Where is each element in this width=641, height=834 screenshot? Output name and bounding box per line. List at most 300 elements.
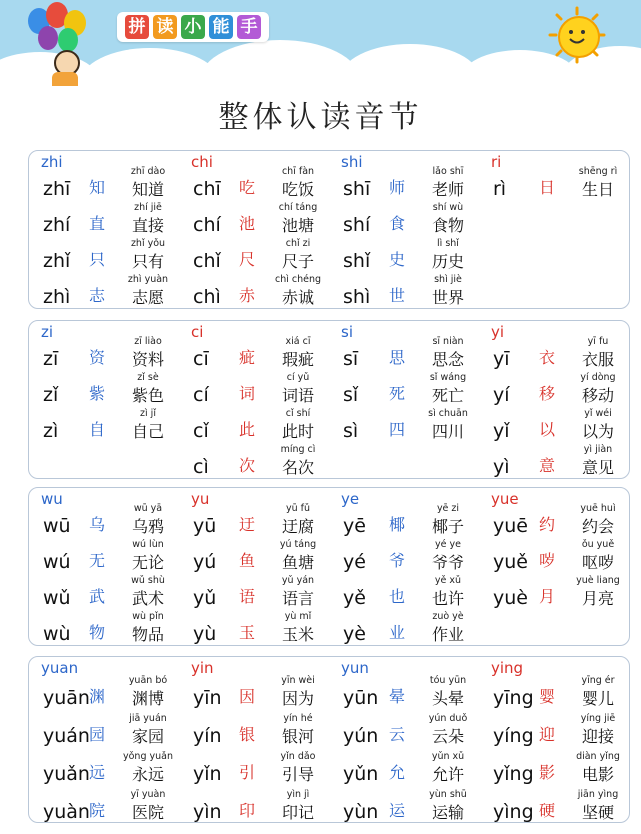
syllable-pinyin: yuán (43, 725, 90, 747)
syllable-column (179, 321, 329, 478)
syllable-row (329, 751, 479, 787)
word-pinyin: míng cì (280, 444, 316, 455)
example-character: 食 (389, 214, 406, 233)
example-word: 只有 (131, 252, 164, 271)
example-word: 引导 (281, 765, 314, 784)
example-character: 哕 (539, 551, 556, 570)
example-word: 池塘 (281, 216, 314, 235)
example-word: 吃饭 (281, 180, 314, 199)
word-pinyin: yǐ wéi (584, 408, 612, 419)
syllable-pinyin: cì (193, 456, 209, 478)
word-pinyin: yī yuàn (130, 789, 166, 800)
syllable-row (179, 202, 329, 238)
word-pinyin: sì chuān (428, 408, 468, 419)
example-word: 自己 (131, 422, 164, 441)
word-pinyin: yú táng (279, 539, 317, 550)
example-character: 史 (389, 250, 406, 269)
example-character: 园 (89, 725, 106, 744)
example-word: 玉米 (281, 625, 314, 644)
example-character: 椰 (389, 515, 406, 534)
syllable-row (29, 789, 179, 825)
example-word: 志愿 (131, 288, 164, 307)
example-word: 以为 (581, 422, 614, 441)
syllable-pinyin: yī (493, 348, 510, 370)
word-pinyin: zī liào (134, 336, 162, 347)
example-word: 坚硬 (581, 803, 614, 822)
word-pinyin: zhì yuàn (127, 274, 169, 285)
word-pinyin: cǐ shí (285, 408, 311, 419)
syllable-row (329, 336, 479, 372)
example-word: 椰子 (431, 517, 464, 536)
example-word: 乌鸦 (131, 517, 164, 536)
word-pinyin: yíng jiē (580, 713, 616, 724)
example-character: 赤 (239, 286, 256, 305)
syllable-pinyin: yù (193, 623, 217, 645)
example-character: 师 (389, 178, 406, 197)
syllable-column (29, 151, 179, 308)
word-pinyin: wū yā (133, 503, 163, 514)
example-character: 尺 (239, 250, 256, 269)
example-character: 无 (89, 551, 106, 570)
example-character: 四 (389, 420, 406, 439)
banner-char: 拼 (125, 15, 149, 39)
word-pinyin: diàn yǐng (576, 751, 620, 762)
syllable-pinyin: yīng (493, 687, 534, 709)
syllable-pinyin: zhǐ (43, 250, 71, 272)
syllable-pinyin: rì (493, 178, 507, 200)
word-pinyin: wú lùn (132, 539, 164, 550)
example-character: 乌 (89, 515, 106, 534)
syllable-pinyin: yǐ (493, 420, 510, 442)
syllable-pinyin: sī (343, 348, 359, 370)
syllable-row (179, 336, 329, 372)
syllable-row (179, 166, 329, 202)
syllable-pinyin: zì (43, 420, 59, 442)
syllable-pinyin: yě (343, 587, 366, 609)
syllable-pinyin: shǐ (343, 250, 371, 272)
example-word: 家园 (131, 727, 164, 746)
syllable-column (479, 151, 629, 308)
example-word: 因为 (281, 689, 314, 708)
syllable-pinyin: yūn (343, 687, 379, 709)
syllable-row (479, 166, 629, 202)
syllable-row (179, 372, 329, 408)
example-character: 思 (389, 348, 406, 367)
syllable-row (29, 575, 179, 611)
example-word: 知道 (131, 180, 164, 199)
example-character: 次 (239, 456, 256, 475)
example-word: 月亮 (581, 589, 614, 608)
syllable-row (329, 539, 479, 575)
syllable-row (29, 202, 179, 238)
syllable-pinyin: wú (43, 551, 71, 573)
example-word: 世界 (431, 288, 464, 307)
syllable-heading: zhi (41, 153, 63, 171)
syllable-pinyin: yè (343, 623, 366, 645)
example-character: 婴 (539, 687, 556, 706)
syllable-row (179, 575, 329, 611)
syllable-row (479, 539, 629, 575)
example-character: 迎 (539, 725, 556, 744)
example-character: 自 (89, 420, 106, 439)
syllable-column (329, 657, 479, 822)
example-character: 词 (239, 384, 256, 403)
example-character: 直 (89, 214, 106, 233)
syllable-pinyin: yē (343, 515, 366, 537)
syllable-row (329, 408, 479, 444)
example-word: 食物 (431, 216, 464, 235)
syllable-pinyin: shī (343, 178, 371, 200)
syllable-row (179, 611, 329, 647)
example-word: 头晕 (431, 689, 464, 708)
example-character: 以 (539, 420, 556, 439)
syllable-column (479, 321, 629, 478)
syllable-row (29, 713, 179, 749)
example-word: 运输 (431, 803, 464, 822)
word-pinyin: chì chéng (274, 274, 322, 285)
syllable-column (179, 151, 329, 308)
word-pinyin: yùn shū (429, 789, 467, 800)
example-word: 语言 (281, 589, 314, 608)
syllable-column (179, 657, 329, 822)
word-pinyin: yū fǔ (285, 503, 311, 514)
syllable-heading: wu (41, 490, 63, 508)
syllable-row (179, 789, 329, 825)
syllable-pinyin: cī (193, 348, 209, 370)
word-pinyin: zì jǐ (140, 408, 156, 419)
syllable-row (329, 202, 479, 238)
example-character: 死 (389, 384, 406, 403)
word-pinyin: yě xǔ (434, 575, 462, 586)
syllable-row (29, 539, 179, 575)
syllable-row (29, 675, 179, 711)
syllable-pinyin: yìng (493, 801, 534, 823)
example-character: 资 (89, 348, 106, 367)
syllable-pinyin: yuān (43, 687, 90, 709)
example-word: 历史 (431, 252, 464, 271)
example-word: 印记 (281, 803, 314, 822)
syllable-column (29, 321, 179, 478)
example-word: 四川 (431, 422, 464, 441)
example-character: 日 (539, 178, 556, 197)
syllable-heading: yun (341, 659, 369, 677)
syllable-heading: yu (191, 490, 210, 508)
syllable-row (179, 675, 329, 711)
example-character: 允 (389, 763, 406, 782)
word-pinyin: yīn wèi (281, 675, 315, 686)
word-pinyin: yī fu (587, 336, 609, 347)
word-pinyin: shēng rì (578, 166, 618, 177)
example-word: 尺子 (281, 252, 314, 271)
syllable-row (29, 372, 179, 408)
example-character: 渊 (89, 687, 106, 706)
syllable-section (28, 487, 630, 646)
syllable-heading: yi (491, 323, 505, 341)
example-word: 作业 (431, 625, 464, 644)
example-word: 呕哕 (581, 553, 614, 572)
syllable-column (329, 151, 479, 308)
syllable-pinyin: cí (193, 384, 209, 406)
syllable-row (479, 713, 629, 749)
syllable-row (179, 444, 329, 480)
syllable-heading: ri (491, 153, 502, 171)
example-character: 只 (89, 250, 106, 269)
syllable-row (479, 789, 629, 825)
syllable-row (329, 675, 479, 711)
syllable-pinyin: chí (193, 214, 221, 236)
syllable-pinyin: sì (343, 420, 359, 442)
example-character: 晕 (389, 687, 406, 706)
example-character: 世 (389, 286, 406, 305)
banner-char: 小 (181, 15, 205, 39)
syllable-heading: ci (191, 323, 204, 341)
banner-char: 手 (237, 15, 261, 39)
syllable-column (29, 657, 179, 822)
word-pinyin: yé ye (435, 539, 461, 550)
example-word: 此时 (281, 422, 314, 441)
word-pinyin: yí dòng (580, 372, 616, 383)
example-word: 赤诚 (281, 288, 314, 307)
example-word: 永远 (131, 765, 164, 784)
example-character: 迂 (239, 515, 256, 534)
example-character: 云 (389, 725, 406, 744)
syllable-pinyin: yìn (193, 801, 222, 823)
syllable-row (479, 444, 629, 480)
syllable-pinyin: yún (343, 725, 379, 747)
syllable-row (329, 166, 479, 202)
syllable-row (29, 238, 179, 274)
example-word: 直接 (131, 216, 164, 235)
example-character: 玉 (239, 623, 256, 642)
word-pinyin: sǐ wáng (429, 372, 467, 383)
syllable-pinyin: yuàn (43, 801, 90, 823)
syllable-row (179, 503, 329, 539)
syllable-row (29, 408, 179, 444)
word-pinyin: yīng ér (581, 675, 615, 686)
syllable-row (479, 503, 629, 539)
syllable-pinyin: yì (493, 456, 510, 478)
syllable-pinyin: yǔ (193, 587, 217, 609)
example-word: 武术 (131, 589, 164, 608)
example-character: 院 (89, 801, 106, 820)
word-pinyin: yē zi (436, 503, 460, 514)
example-character: 紫 (89, 384, 106, 403)
example-word: 名次 (281, 458, 314, 477)
syllable-pinyin: cǐ (193, 420, 209, 442)
word-pinyin: jiān yìng (577, 789, 619, 800)
word-pinyin: yǒng yuǎn (123, 751, 173, 762)
example-word: 渊博 (131, 689, 164, 708)
example-word: 医院 (131, 803, 164, 822)
word-pinyin: yún duǒ (428, 713, 468, 724)
example-word: 电影 (581, 765, 614, 784)
syllable-pinyin: yǔn (343, 763, 379, 785)
word-pinyin: shí wù (432, 202, 464, 213)
syllable-row (29, 336, 179, 372)
word-pinyin: sī niàn (432, 336, 464, 347)
example-word: 紫色 (131, 386, 164, 405)
word-pinyin: chǐ zi (285, 238, 311, 249)
syllable-row (479, 336, 629, 372)
word-pinyin: cí yǔ (286, 372, 310, 383)
example-word: 衣服 (581, 350, 614, 369)
syllable-pinyin: yuě (493, 551, 528, 573)
syllable-row (479, 408, 629, 444)
syllable-row (179, 408, 329, 444)
syllable-row (29, 611, 179, 647)
example-word: 迎接 (581, 727, 614, 746)
example-character: 意 (539, 456, 556, 475)
syllable-row (179, 539, 329, 575)
word-pinyin: yǐn dǎo (280, 751, 316, 762)
syllable-pinyin: chǐ (193, 250, 221, 272)
example-character: 鱼 (239, 551, 256, 570)
example-word: 瑕疵 (281, 350, 314, 369)
syllable-column (329, 321, 479, 478)
syllable-column (479, 488, 629, 645)
word-pinyin: wù pǐn (132, 611, 164, 622)
example-character: 引 (239, 763, 256, 782)
example-word: 无论 (131, 553, 164, 572)
child-body-illustration (52, 72, 78, 86)
syllable-pinyin: chī (193, 178, 221, 200)
example-word: 移动 (581, 386, 614, 405)
syllable-pinyin: yín (193, 725, 222, 747)
syllable-pinyin: yùn (343, 801, 379, 823)
example-word: 思念 (431, 350, 464, 369)
word-pinyin: zuò yè (432, 611, 464, 622)
syllable-pinyin: yuē (493, 515, 528, 537)
syllable-section (28, 656, 630, 823)
example-character: 知 (89, 178, 106, 197)
syllable-pinyin: wù (43, 623, 71, 645)
syllable-row (179, 238, 329, 274)
word-pinyin: wǔ shù (131, 575, 165, 586)
example-word: 婴儿 (581, 689, 614, 708)
example-word: 意见 (581, 458, 614, 477)
syllable-heading: shi (341, 153, 363, 171)
syllable-row (329, 611, 479, 647)
example-character: 衣 (539, 348, 556, 367)
example-word: 银河 (281, 727, 314, 746)
syllable-pinyin: yú (193, 551, 217, 573)
example-word: 老师 (431, 180, 464, 199)
syllable-heading: yue (491, 490, 519, 508)
syllable-row (329, 575, 479, 611)
syllable-heading: yin (191, 659, 214, 677)
word-pinyin: yǔ yán (281, 575, 315, 586)
example-character: 池 (239, 214, 256, 233)
syllable-pinyin: wū (43, 515, 71, 537)
example-character: 也 (389, 587, 406, 606)
syllable-row (29, 503, 179, 539)
syllable-heading: chi (191, 153, 213, 171)
word-pinyin: zǐ sè (137, 372, 159, 383)
syllable-pinyin: shì (343, 286, 371, 308)
syllable-row (29, 751, 179, 787)
syllable-row (29, 166, 179, 202)
syllable-row (329, 713, 479, 749)
syllable-pinyin: yuǎn (43, 763, 90, 785)
example-character: 此 (239, 420, 256, 439)
example-word: 允许 (431, 765, 464, 784)
syllable-pinyin: zhì (43, 286, 71, 308)
example-word: 迂腐 (281, 517, 314, 536)
syllable-row (479, 575, 629, 611)
word-pinyin: lǎo shī (432, 166, 464, 177)
syllable-row (479, 372, 629, 408)
example-word: 生日 (581, 180, 614, 199)
syllable-row (329, 238, 479, 274)
example-character: 物 (89, 623, 106, 642)
word-pinyin: yuè liang (576, 575, 620, 586)
syllable-pinyin: shí (343, 214, 371, 236)
word-pinyin: yìn jì (286, 789, 310, 800)
word-pinyin: yuē huì (580, 503, 616, 514)
syllable-column (179, 488, 329, 645)
syllable-column (29, 488, 179, 645)
example-word: 约会 (581, 517, 614, 536)
syllable-heading: ye (341, 490, 360, 508)
banner-title (117, 12, 269, 42)
word-pinyin: jiā yuán (129, 713, 167, 724)
syllable-pinyin: zhī (43, 178, 71, 200)
example-character: 硬 (539, 801, 556, 820)
syllable-pinyin: yīn (193, 687, 222, 709)
word-pinyin: zhī dào (130, 166, 166, 177)
example-character: 武 (89, 587, 106, 606)
syllable-pinyin: yū (193, 515, 217, 537)
syllable-row (179, 274, 329, 310)
example-word: 词语 (281, 386, 314, 405)
syllable-row (29, 274, 179, 310)
example-character: 月 (539, 587, 556, 606)
word-pinyin: chí táng (278, 202, 318, 213)
syllable-pinyin: sǐ (343, 384, 359, 406)
example-character: 志 (89, 286, 106, 305)
example-character: 远 (89, 763, 106, 782)
syllable-section (28, 150, 630, 309)
syllable-pinyin: yíng (493, 725, 534, 747)
word-pinyin: yín hé (283, 713, 313, 724)
syllable-column (329, 488, 479, 645)
syllable-heading: ying (491, 659, 524, 677)
syllable-pinyin: yǐn (193, 763, 222, 785)
word-pinyin: chī fàn (281, 166, 315, 177)
syllable-pinyin: zī (43, 348, 59, 370)
example-word: 也许 (431, 589, 464, 608)
word-pinyin: lì shǐ (437, 238, 459, 249)
syllable-heading: si (341, 323, 353, 341)
word-pinyin: shì jiè (434, 274, 462, 285)
syllable-pinyin: zǐ (43, 384, 59, 406)
example-character: 运 (389, 801, 406, 820)
sun-icon (548, 6, 606, 64)
example-character: 语 (239, 587, 256, 606)
example-character: 印 (239, 801, 256, 820)
example-word: 鱼塘 (281, 553, 314, 572)
word-pinyin: yì jiàn (583, 444, 613, 455)
example-word: 爷爷 (431, 553, 464, 572)
syllable-row (179, 751, 329, 787)
syllable-row (479, 751, 629, 787)
syllable-section (28, 320, 630, 479)
example-character: 疵 (239, 348, 256, 367)
banner-char: 能 (209, 15, 233, 39)
example-character: 业 (389, 623, 406, 642)
example-character: 移 (539, 384, 556, 403)
syllable-pinyin: wǔ (43, 587, 71, 609)
